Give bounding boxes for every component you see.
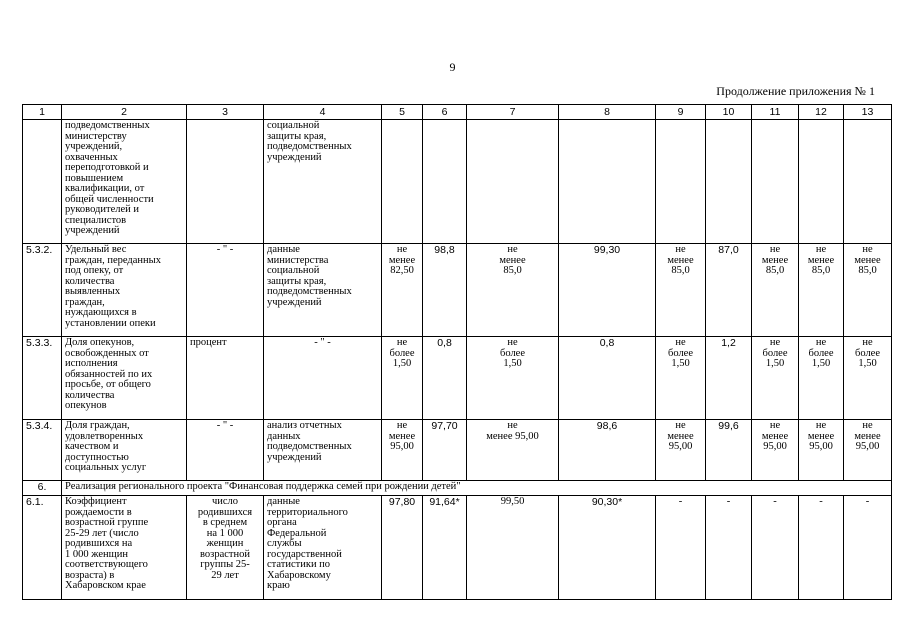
value-col13: не менее 85,0 [844, 244, 892, 337]
value-col11 [752, 120, 799, 244]
value-col10 [706, 120, 752, 244]
value-col11: - [752, 496, 799, 600]
data-source: данные министерства социальной защиты края, подведомственных учреждений [264, 244, 382, 337]
value-col5: не менее 82,50 [382, 244, 423, 337]
value-col13 [844, 120, 892, 244]
column-number: 13 [844, 105, 892, 120]
value-col6: 97,70 [423, 420, 467, 481]
column-number: 1 [23, 105, 62, 120]
value-col8 [559, 120, 656, 244]
value-col10: 99,6 [706, 420, 752, 481]
value-col13: не более 1,50 [844, 337, 892, 420]
unit [187, 120, 264, 244]
value-col10: - [706, 496, 752, 600]
row-number [23, 120, 62, 244]
column-number: 6 [423, 105, 467, 120]
table-row [23, 496, 892, 600]
unit: - " - [187, 420, 264, 481]
column-number: 3 [187, 105, 264, 120]
value-col7: не менее 85,0 [467, 244, 559, 337]
value-col6: 98,8 [423, 244, 467, 337]
value-col10: 1,2 [706, 337, 752, 420]
value-col9: не менее 95,00 [656, 420, 706, 481]
value-col9: не менее 85,0 [656, 244, 706, 337]
value-col6 [423, 120, 467, 244]
value-col11: не менее 85,0 [752, 244, 799, 337]
table-row [23, 120, 892, 244]
value-col7: 99,50 [467, 496, 559, 600]
column-number: 10 [706, 105, 752, 120]
column-number: 11 [752, 105, 799, 120]
value-col8: 0,8 [559, 337, 656, 420]
value-col9: не более 1,50 [656, 337, 706, 420]
column-number: 4 [264, 105, 382, 120]
value-col7: не менее 95,00 [467, 420, 559, 481]
row-number: 5.3.4. [23, 420, 62, 481]
column-number: 8 [559, 105, 656, 120]
column-number-row [23, 105, 892, 120]
indicator-name: подведомственных министерству учреждений, охваченных переподготовкой и повышением квалификации, от общей численности руководителей и специалистов учреждений [62, 120, 187, 244]
data-source: анализ отчетных данных подведомственных учреждений [264, 420, 382, 481]
value-col12: не более 1,50 [799, 337, 844, 420]
value-col8: 99,30 [559, 244, 656, 337]
indicator-name: Доля опекунов, освобожденных от исполнения обязанностей по их просьбе, от общего количества опекунов [62, 337, 187, 420]
row-number: 6.1. [23, 496, 62, 600]
section-row [23, 481, 892, 496]
value-col11: не более 1,50 [752, 337, 799, 420]
column-number: 7 [467, 105, 559, 120]
value-col9: - [656, 496, 706, 600]
value-col6: 91,64* [423, 496, 467, 600]
row-number: 5.3.2. [23, 244, 62, 337]
data-source: - " - [264, 337, 382, 420]
indicator-name: Коэффициент рождаемости в возрастной группе 25-29 лет (число родившихся на 1 000 женщин соответствующего возраста) в Хабаровском крае [62, 496, 187, 600]
value-col12 [799, 120, 844, 244]
unit: процент [187, 337, 264, 420]
column-number: 12 [799, 105, 844, 120]
column-number: 2 [62, 105, 187, 120]
value-col5 [382, 120, 423, 244]
value-col8: 98,6 [559, 420, 656, 481]
value-col7 [467, 120, 559, 244]
value-col12: не менее 85,0 [799, 244, 844, 337]
value-col5: 97,80 [382, 496, 423, 600]
column-number: 9 [656, 105, 706, 120]
indicators-table [22, 104, 892, 600]
value-col11: не менее 95,00 [752, 420, 799, 481]
column-number: 5 [382, 105, 423, 120]
value-col12: не менее 95,00 [799, 420, 844, 481]
page-number: 9 [449, 60, 456, 74]
value-col5: не менее 95,00 [382, 420, 423, 481]
value-col7: не более 1,50 [467, 337, 559, 420]
value-col12: - [799, 496, 844, 600]
section-number: 6. [23, 481, 62, 496]
unit: число родившихся в среднем на 1 000 женщин возрастной группы 25- 29 лет [187, 496, 264, 600]
row-number: 5.3.3. [23, 337, 62, 420]
table-row [23, 420, 892, 481]
value-col6: 0,8 [423, 337, 467, 420]
value-col10: 87,0 [706, 244, 752, 337]
unit: - " - [187, 244, 264, 337]
value-col5: не более 1,50 [382, 337, 423, 420]
indicator-name: Доля граждан, удовлетворенных качеством и доступностью социальных услуг [62, 420, 187, 481]
indicator-name: Удельный вес граждан, переданных под опеку, от количества выявленных граждан, нуждающихся в установлении опеки [62, 244, 187, 337]
value-col8: 90,30* [559, 496, 656, 600]
data-source: социальной защиты края, подведомственных учреждений [264, 120, 382, 244]
value-col9 [656, 120, 706, 244]
section-title: Реализация регионального проекта "Финансовая поддержка семей при рождении детей" [62, 481, 892, 496]
table-row [23, 244, 892, 337]
table-row [23, 337, 892, 420]
value-col13: - [844, 496, 892, 600]
data-source: данные территориального органа Федеральной службы государственной статистики по Хабаровскому краю [264, 496, 382, 600]
appendix-continuation-title: Продолжение приложения № 1 [716, 84, 875, 98]
value-col13: не менее 95,00 [844, 420, 892, 481]
